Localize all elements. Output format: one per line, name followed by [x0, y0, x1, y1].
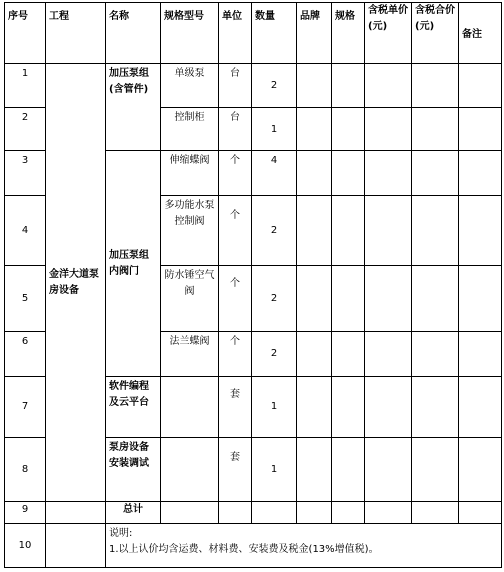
row-qty: 2: [252, 196, 297, 266]
row-seq: 5: [5, 266, 46, 332]
row-remark: [459, 377, 502, 438]
row-model: 法兰蝶阀: [161, 332, 219, 377]
project-cell: 金洋大道泵房设备: [46, 64, 106, 502]
row-name: 软件编程及云平台: [106, 377, 161, 438]
row-remark: [459, 438, 502, 502]
header-spec: 规格: [332, 3, 365, 64]
row-brand: [297, 266, 332, 332]
row-seq: 1: [5, 64, 46, 108]
row-spec: [332, 266, 365, 332]
note-seq: 10: [5, 524, 46, 568]
row-name: 泵房设备安装调试: [106, 438, 161, 502]
row-unit: 台: [219, 108, 252, 151]
row-model: 防水锤空气阀: [161, 266, 219, 332]
row-model: 伸缩蝶阀: [161, 151, 219, 196]
table-header-row: [5, 3, 502, 64]
row-remark: [459, 151, 502, 196]
row-model: [161, 377, 219, 438]
row-remark: [459, 502, 502, 524]
row-seq: 9: [5, 502, 46, 524]
row-model: 多功能水泵控制阀: [161, 196, 219, 266]
note-cell: [106, 524, 502, 568]
row-spec: [332, 108, 365, 151]
row-model: [161, 438, 219, 502]
header-model: 规格型号: [161, 3, 219, 64]
row-unit: 个: [219, 196, 252, 266]
row-unit-price: [365, 196, 412, 266]
row-qty: 1: [252, 377, 297, 438]
header-unit-price: 含税单价(元): [365, 3, 412, 64]
row-model: 单级泵: [161, 64, 219, 108]
row-seq: 7: [5, 377, 46, 438]
row-model: 控制柜: [161, 108, 219, 151]
row-remark: [459, 64, 502, 108]
row-qty: 2: [252, 266, 297, 332]
header-project: 工程: [46, 3, 106, 64]
row-project: [46, 502, 106, 524]
row-spec: [332, 377, 365, 438]
row-unit-price: [365, 438, 412, 502]
row-qty: 4: [252, 151, 297, 196]
row-qty: 1: [252, 438, 297, 502]
table-row: [5, 64, 502, 108]
row-unit: 套: [219, 377, 252, 438]
row-qty: 2: [252, 64, 297, 108]
row-remark: [459, 332, 502, 377]
row-name: 总计: [106, 502, 161, 524]
row-unit-price: [365, 377, 412, 438]
row-brand: [297, 438, 332, 502]
row-spec: [332, 64, 365, 108]
row-spec: [332, 502, 365, 524]
quotation-table: [4, 2, 502, 568]
note-title: 说明:: [109, 528, 133, 539]
row-total-price: [412, 151, 459, 196]
row-total-price: [412, 64, 459, 108]
row-unit: 个: [219, 151, 252, 196]
row-spec: [332, 332, 365, 377]
header-name: 名称: [106, 3, 161, 64]
header-brand: 品牌: [297, 3, 332, 64]
row-qty: 1: [252, 108, 297, 151]
row-unit-price: [365, 108, 412, 151]
row-model: [161, 502, 219, 524]
row-seq: 8: [5, 438, 46, 502]
row-brand: [297, 108, 332, 151]
header-qty: 数量: [252, 3, 297, 64]
row-spec: [332, 151, 365, 196]
row-unit: 套: [219, 438, 252, 502]
row-unit-price: [365, 332, 412, 377]
row-brand: [297, 64, 332, 108]
row-total-price: [412, 377, 459, 438]
row-spec: [332, 438, 365, 502]
header-unit: 单位: [219, 3, 252, 64]
row-unit: [219, 502, 252, 524]
row-total-price: [412, 438, 459, 502]
row-unit-price: [365, 502, 412, 524]
header-remark: 备注: [459, 3, 502, 64]
row-spec: [332, 196, 365, 266]
row-qty: [252, 502, 297, 524]
header-total-price: 含税合价(元): [412, 3, 459, 64]
table-row: [5, 502, 502, 524]
row-seq: 4: [5, 196, 46, 266]
row-seq: 2: [5, 108, 46, 151]
row-brand: [297, 196, 332, 266]
row-unit-price: [365, 266, 412, 332]
row-total-price: [412, 332, 459, 377]
row-seq: 6: [5, 332, 46, 377]
row-brand: [297, 151, 332, 196]
note-line-1: 1.以上认价均含运费、材料费、安装费及税金(13%增值税)。: [109, 543, 379, 555]
row-brand: [297, 377, 332, 438]
row-qty: 2: [252, 332, 297, 377]
row-total-price: [412, 108, 459, 151]
header-seq: 序号: [5, 3, 46, 64]
note-project: [46, 524, 106, 568]
row-remark: [459, 266, 502, 332]
row-remark: [459, 108, 502, 151]
group-pump-cell: 加压泵组(含管件): [106, 64, 161, 151]
row-unit: 个: [219, 266, 252, 332]
row-remark: [459, 196, 502, 266]
row-seq: 3: [5, 151, 46, 196]
row-total-price: [412, 196, 459, 266]
row-unit-price: [365, 151, 412, 196]
note-row: [5, 524, 502, 568]
row-total-price: [412, 266, 459, 332]
row-brand: [297, 502, 332, 524]
row-unit: 台: [219, 64, 252, 108]
row-unit-price: [365, 64, 412, 108]
group-valves-cell: 加压泵组内阀门: [106, 151, 161, 377]
row-unit: 个: [219, 332, 252, 377]
row-brand: [297, 332, 332, 377]
row-total-price: [412, 502, 459, 524]
